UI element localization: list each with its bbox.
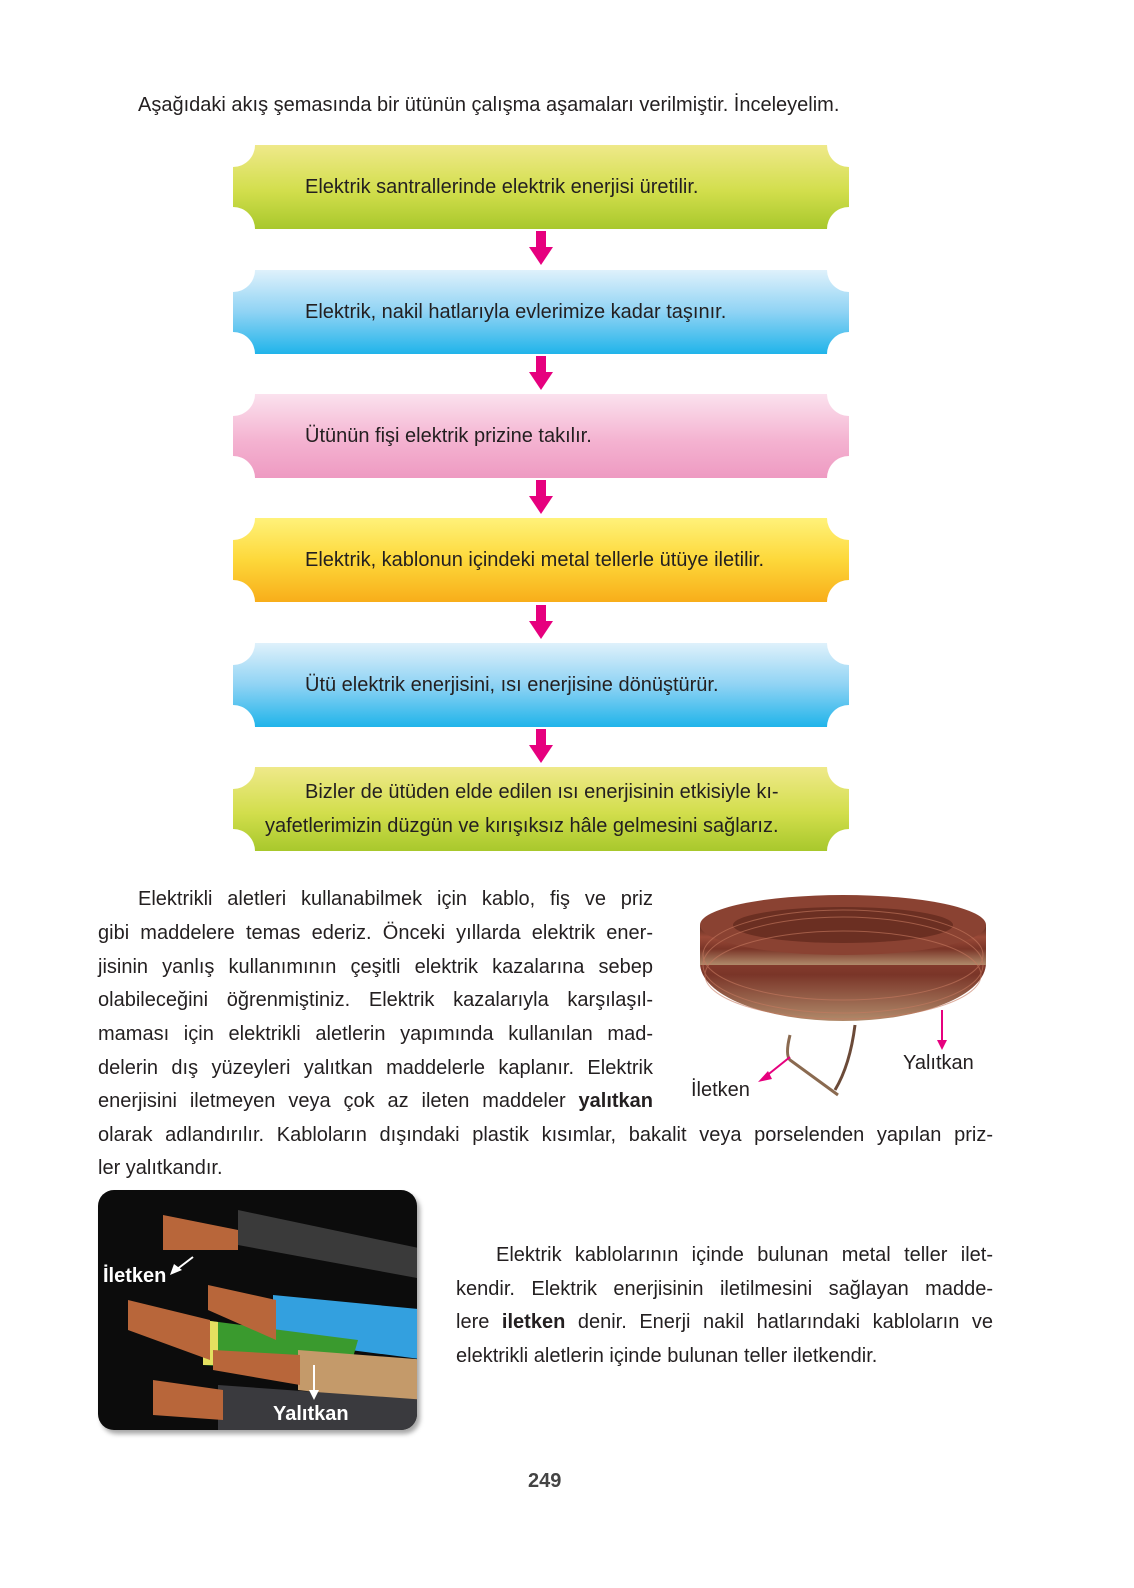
flow-step-2	[233, 270, 849, 354]
flow-step-text: Elektrik, kablonun içindeki metal tellerle ütüye iletilir.	[305, 548, 765, 571]
cable-wires-image	[98, 1190, 417, 1430]
flow-step-3	[233, 394, 849, 478]
intro-text: Aşağıdaki akış şemasında bir ütünün çalışma aşamaları verilmiştir. İnceleyelim.	[138, 94, 840, 116]
label-iletken: İletken	[691, 1079, 750, 1101]
label-iletken: İletken	[103, 1265, 167, 1287]
label-yalitkan: Yalıtkan	[273, 1403, 349, 1425]
down-arrow-icon	[529, 231, 553, 265]
text-segment: enerjisini iletmeyen veya çok az ileten maddeler	[98, 1090, 566, 1112]
flow-step-text	[265, 767, 819, 851]
text-line	[456, 1310, 993, 1334]
text-segment: lere	[456, 1311, 490, 1333]
text-line: maması için elektrikli aletlerin yapımında kullanılan mad-	[98, 1023, 653, 1045]
cable-wires-photo	[98, 1190, 417, 1430]
text-line: Elektrikli aletleri kullanabilmek için kablo, fiş ve priz	[138, 888, 653, 910]
text-line	[98, 1089, 653, 1113]
label-yalitkan: Yalıtkan	[903, 1052, 974, 1074]
text-line: delerin dış yüzeyleri yalıtkan maddelerle kaplanır. Elektrik	[98, 1057, 653, 1079]
cable-coil-figure	[690, 885, 1000, 1115]
term-yalitkan: yalıtkan	[578, 1090, 653, 1112]
flow-step-4	[233, 518, 849, 602]
down-arrow-icon	[529, 356, 553, 390]
flow-step-text: Ütünün fişi elektrik prizine takılır.	[305, 424, 592, 447]
flow-step-1	[233, 145, 849, 229]
down-arrow-icon	[529, 605, 553, 639]
flow-step-line: yafetlerimizin düzgün ve kırışıksız hâle gelmesini sağlarız.	[265, 815, 779, 837]
flow-step-5	[233, 643, 849, 727]
page-number: 249	[528, 1470, 562, 1492]
text-line: Elektrik kablolarının içinde bulunan metal teller ilet-	[496, 1244, 993, 1266]
text-line: elektrikli aletlerin içinde bulunan teller iletkendir.	[456, 1345, 878, 1367]
text-line: gibi maddelere temas ederiz. Önceki yıllarda elektrik ener-	[98, 922, 653, 944]
flow-step-text: Elektrik, nakil hatlarıyla evlerimize kadar taşınır.	[305, 300, 727, 323]
flow-step-text: Ütü elektrik enerjisini, ısı enerjisine dönüştürür.	[305, 673, 719, 696]
text-line: ler yalıtkandır.	[98, 1157, 223, 1179]
flow-step-text: Elektrik santrallerinde elektrik enerjisi üretilir.	[305, 175, 699, 198]
down-arrow-icon	[529, 729, 553, 763]
text-line: kendir. Elektrik enerjisinin iletilmesini sağlayan madde-	[456, 1278, 993, 1300]
flow-step-6	[233, 767, 849, 851]
flow-step-line: Bizler de ütüden elde edilen ısı enerjisinin etkisiyle kı-	[305, 781, 779, 803]
down-arrow-icon	[529, 480, 553, 514]
term-iletken: iletken	[501, 1311, 566, 1333]
text-line: olarak adlandırılır. Kabloların dışındaki plastik kısımlar, bakalit veya porselenden yapılan priz-	[98, 1124, 993, 1146]
text-line: jisinin yanlış kullanımının çeşitli elektrik kazalarına sebep	[98, 956, 653, 978]
text-line: olabileceğini öğrenmiştiniz. Elektrik kazalarıyla karşılaşıl-	[98, 989, 653, 1011]
text-segment: denir. Enerji nakil hatlarındaki kabloların ve	[577, 1311, 994, 1333]
